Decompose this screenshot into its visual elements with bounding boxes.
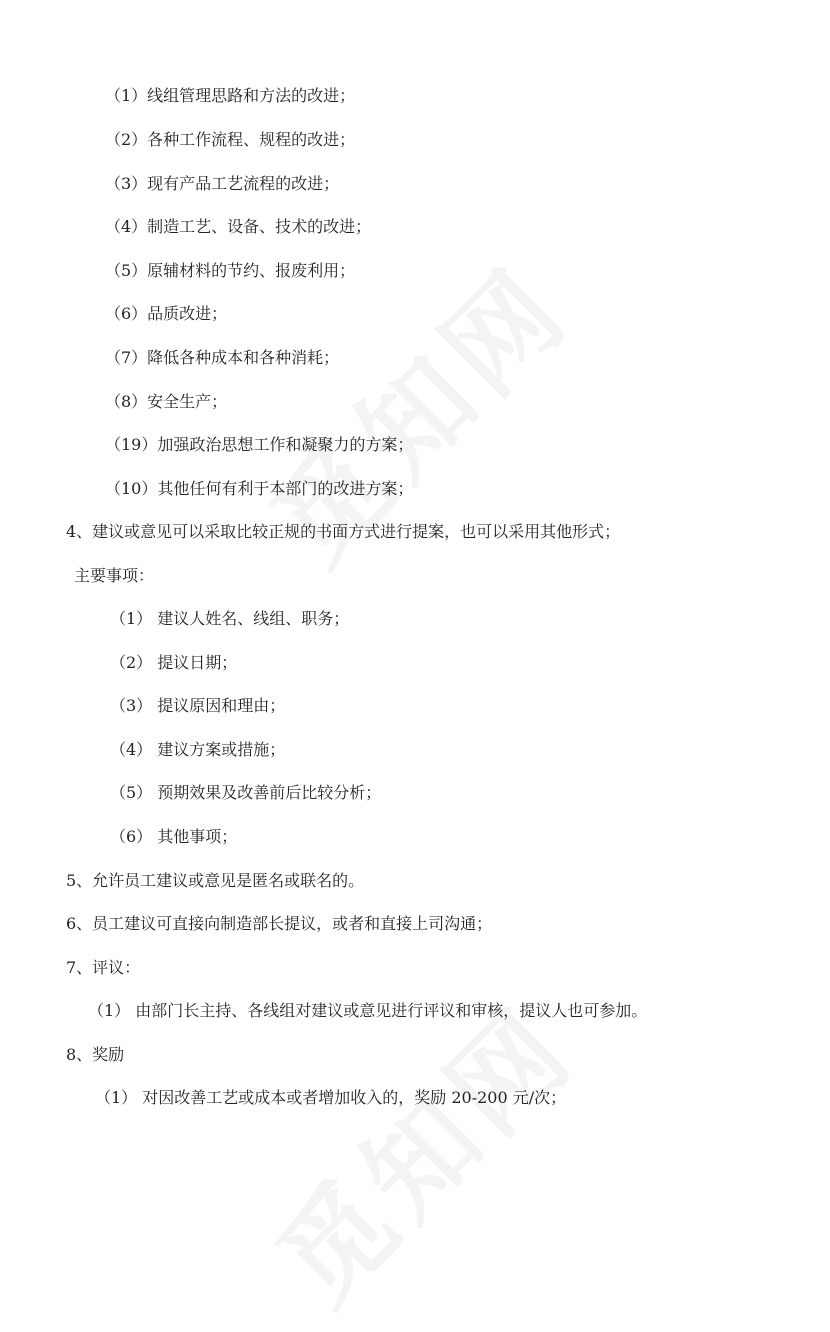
list-item: （1）线组管理思路和方法的改进； bbox=[105, 86, 356, 105]
list-item: （2）各种工作流程、规程的改进； bbox=[105, 130, 356, 149]
list-item: （1） 由部门长主持、各线组对建议或意见进行评议和审核，提议人也可参加。 bbox=[88, 1001, 648, 1020]
list-item: （7）降低各种成本和各种消耗； bbox=[105, 348, 340, 367]
list-item: （5） 预期效果及改善前后比较分析； bbox=[110, 783, 382, 802]
list-item: （4）制造工艺、设备、技术的改进； bbox=[105, 217, 372, 236]
list-item: （8）安全生产； bbox=[105, 392, 228, 411]
list-item: （6）品质改进； bbox=[105, 304, 228, 323]
list-item: （2） 提议日期； bbox=[110, 653, 238, 672]
list-item: （3）现有产品工艺流程的改进； bbox=[105, 174, 340, 193]
heading: 7、评议： bbox=[66, 958, 141, 977]
paragraph: 6、员工建议可直接向制造部长提议，或者和直接上司沟通； bbox=[66, 914, 493, 933]
paragraph: 5、允许员工建议或意见是匿名或联名的。 bbox=[66, 871, 365, 890]
list-item: （1） 对因改善工艺或成本或者增加收入的，奖励 20-200 元/次； bbox=[95, 1088, 567, 1107]
heading: 8、奖励 bbox=[66, 1045, 125, 1064]
list-item: （4） 建议方案或措施； bbox=[110, 740, 286, 759]
list-item: （6） 其他事项； bbox=[110, 827, 238, 846]
heading: 主要事项： bbox=[74, 566, 155, 585]
list-item: （10）其他任何有利于本部门的改进方案； bbox=[105, 479, 414, 498]
list-item: （19）加强政治思想工作和凝聚力的方案； bbox=[105, 435, 414, 454]
list-item: （5）原辅材料的节约、报废利用； bbox=[105, 261, 356, 280]
list-item: （3） 提议原因和理由； bbox=[110, 696, 286, 715]
list-item: （1） 建议人姓名、线组、职务； bbox=[110, 609, 350, 628]
paragraph: 4、建议或意见可以采取比较正规的书面方式进行提案，也可以采用其他形式； bbox=[66, 522, 621, 541]
